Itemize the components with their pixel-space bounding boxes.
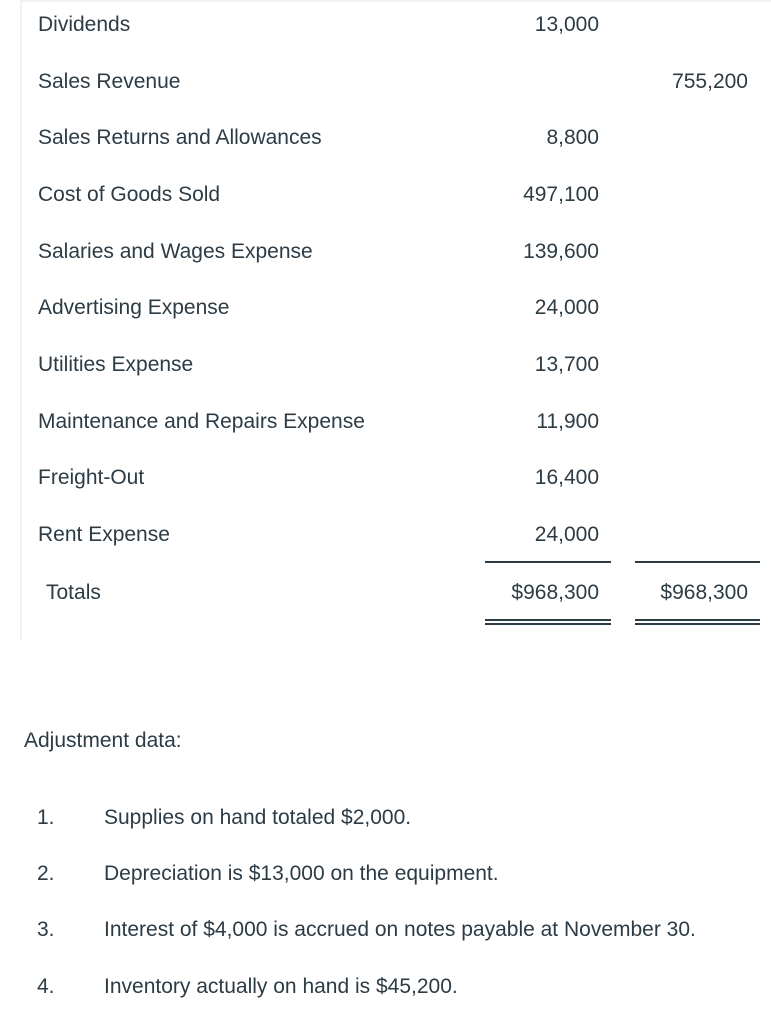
debit-amount: 16,400: [534, 466, 599, 489]
item-number: 1.: [37, 806, 55, 829]
credit-total: $968,300: [660, 581, 748, 604]
item-text: Depreciation is $13,000 on the equipment.: [104, 862, 499, 885]
account-name: Rent Expense: [38, 523, 170, 546]
list-item: [0, 858, 771, 890]
table-row: [0, 406, 771, 438]
list-item: [0, 914, 771, 946]
item-text: Inventory actually on hand is $45,200.: [104, 975, 458, 998]
table-row: [0, 292, 771, 324]
table-row: [0, 66, 771, 98]
item-number: 3.: [37, 918, 55, 941]
item-text: Supplies on hand totaled $2,000.: [104, 806, 412, 829]
list-item: [0, 802, 771, 834]
account-name: Salaries and Wages Expense: [38, 240, 313, 263]
table-row: [0, 519, 771, 551]
list-item: [0, 971, 771, 1003]
debit-amount: 13,000: [534, 13, 599, 36]
table-top-border: [20, 0, 771, 2]
account-name: Freight-Out: [38, 466, 145, 489]
debit-total: $968,300: [511, 581, 599, 604]
totals-label: Totals: [46, 581, 101, 604]
debit-amount: 24,000: [534, 296, 599, 319]
account-name: Maintenance and Repairs Expense: [38, 410, 365, 433]
table-row: [0, 462, 771, 494]
table-row: [0, 179, 771, 211]
debit-amount: 8,800: [546, 126, 599, 149]
table-row: [0, 122, 771, 154]
credit-total-double-rule: [635, 619, 760, 625]
debit-amount: 24,000: [534, 523, 599, 546]
table-row: [0, 236, 771, 268]
credit-subtotal-rule: [635, 561, 760, 563]
credit-amount: 755,200: [672, 70, 748, 93]
debit-amount: 497,100: [523, 183, 599, 206]
item-text: Interest of $4,000 is accrued on notes payable at November 30.: [104, 918, 696, 941]
table-row: [0, 349, 771, 381]
debit-total-double-rule: [485, 619, 611, 625]
item-number: 4.: [37, 975, 55, 998]
account-name: Utilities Expense: [38, 353, 194, 376]
item-number: 2.: [37, 862, 55, 885]
account-name: Dividends: [38, 13, 131, 36]
debit-subtotal-rule: [485, 561, 611, 563]
account-name: Sales Revenue: [38, 70, 181, 93]
debit-amount: 11,900: [536, 410, 599, 433]
account-name: Cost of Goods Sold: [38, 183, 221, 206]
account-name: Advertising Expense: [38, 296, 230, 319]
account-name: Sales Returns and Allowances: [38, 126, 322, 149]
table-row: [0, 9, 771, 41]
totals-row: [0, 577, 771, 609]
adjustment-data-heading: Adjustment data:: [24, 729, 182, 752]
debit-amount: 139,600: [523, 240, 599, 263]
debit-amount: 13,700: [534, 353, 599, 376]
